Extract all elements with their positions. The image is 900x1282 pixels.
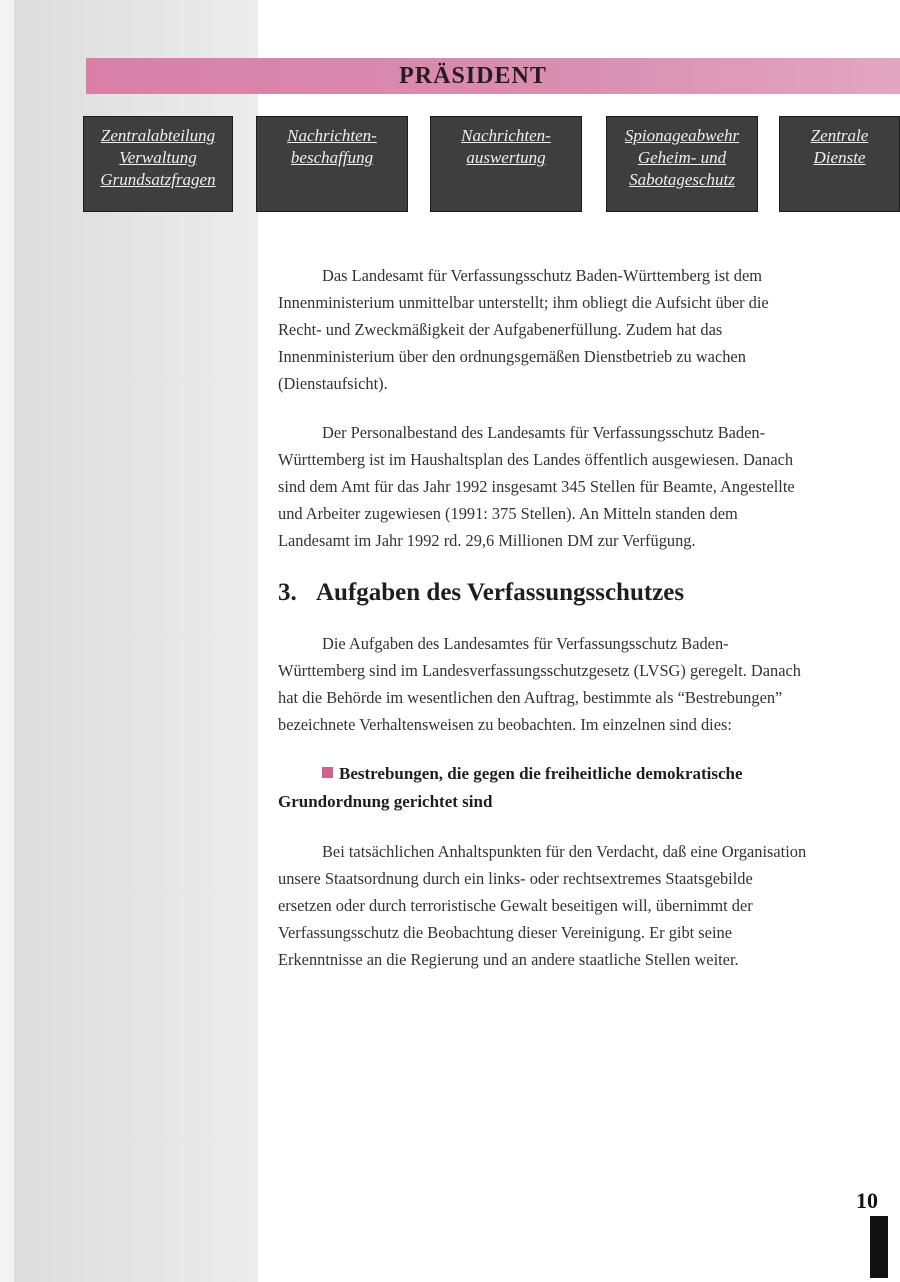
dept-label-line: auswertung xyxy=(466,148,546,167)
section-heading xyxy=(278,578,808,608)
dept-label-line: beschaffung xyxy=(290,148,374,167)
square-bullet-icon xyxy=(322,767,333,778)
page-number: 10 xyxy=(856,1188,878,1213)
page-marker-bar xyxy=(870,1216,888,1278)
main-text xyxy=(278,262,808,995)
section-number: 3. xyxy=(278,579,297,606)
dept-label-line: Nachrichten- xyxy=(287,126,377,145)
page-edge xyxy=(0,0,14,1282)
dept-label-line: Dienste xyxy=(813,148,866,167)
org-chart-title: PRÄSIDENT xyxy=(399,62,547,89)
dept-label-line: Spionageabwehr xyxy=(624,126,740,145)
subheading-line: Bestrebungen, die gegen die freiheitliche demokratische xyxy=(339,764,743,783)
dept-label-line: Verwaltung xyxy=(119,148,197,167)
subheading xyxy=(278,760,808,816)
section-title: Aufgaben des Verfassungsschutzes xyxy=(316,579,685,606)
dept-label-line: Geheim- und xyxy=(637,148,727,167)
dept-label-line: Sabotageschutz xyxy=(629,170,735,189)
paragraph: Das Landesamt für Verfassungsschutz Baden-Württemberg ist dem Innenministerium unmittelbar unterstellt; ihm obliegt die Aufsicht über die Recht- und Zweckmäßigkeit der Aufgabenerfüllung. Zudem hat das Innenministerium über den ordnungsgemäßen Dienstbetrieb zu wachen (Dienstaufsicht). xyxy=(278,266,769,393)
paragraph: Die Aufgaben des Landesamtes für Verfassungsschutz Baden-Württemberg sind im Landesverfassungsschutzgesetz (LVSG) geregelt. Danach hat die Behörde im wesentlichen den Auftrag, bestimmte als “Bestrebungen” bezeichnete Verhaltensweisen zu beobachten. Im einzelnen sind dies: xyxy=(278,634,801,734)
org-chart-title-bar xyxy=(86,58,900,94)
subheading-line: Grundordnung gerichtet sind xyxy=(278,792,493,811)
dept-label-line: Grundsatzfragen xyxy=(100,170,216,189)
dept-box-nachrichtenbeschaffung xyxy=(256,116,408,212)
dept-box-spionageabwehr xyxy=(606,116,758,212)
paragraph: Bei tatsächlichen Anhaltspunkten für den Verdacht, daß eine Organisation unsere Staatsordnung durch ein links- oder rechtsextremes Staatsgebilde ersetzen oder durch terroristische Gewalt beseitigen will, übernimmt der Verfassungsschutz die Beobachtung dieser Vereinigung. Er gibt seine Erkenntnisse an die Regierung und an andere staatliche Stellen weiter. xyxy=(278,842,807,969)
dept-label-line: Zentrale xyxy=(810,126,869,145)
dept-box-zentralabteilung xyxy=(83,116,233,212)
dept-label-line: Nachrichten- xyxy=(461,126,551,145)
dept-label-line: Zentralabteilung xyxy=(100,126,216,145)
paragraph: Der Personalbestand des Landesamts für Verfassungsschutz Baden-Württemberg ist im Haushaltsplan des Landes öffentlich ausgewiesen. Danach sind dem Amt für das Jahr 1992 insgesamt 345 Stellen für Beamte, Angestellte und Arbeiter zugewiesen (1991: 375 Stellen). An Mitteln standen dem Landesamt im Jahr 1992 rd. 29,6 Millionen DM zur Verfügung. xyxy=(278,423,795,550)
dept-box-nachrichtenauswertung xyxy=(430,116,582,212)
dept-box-zentrale-dienste xyxy=(779,116,900,212)
